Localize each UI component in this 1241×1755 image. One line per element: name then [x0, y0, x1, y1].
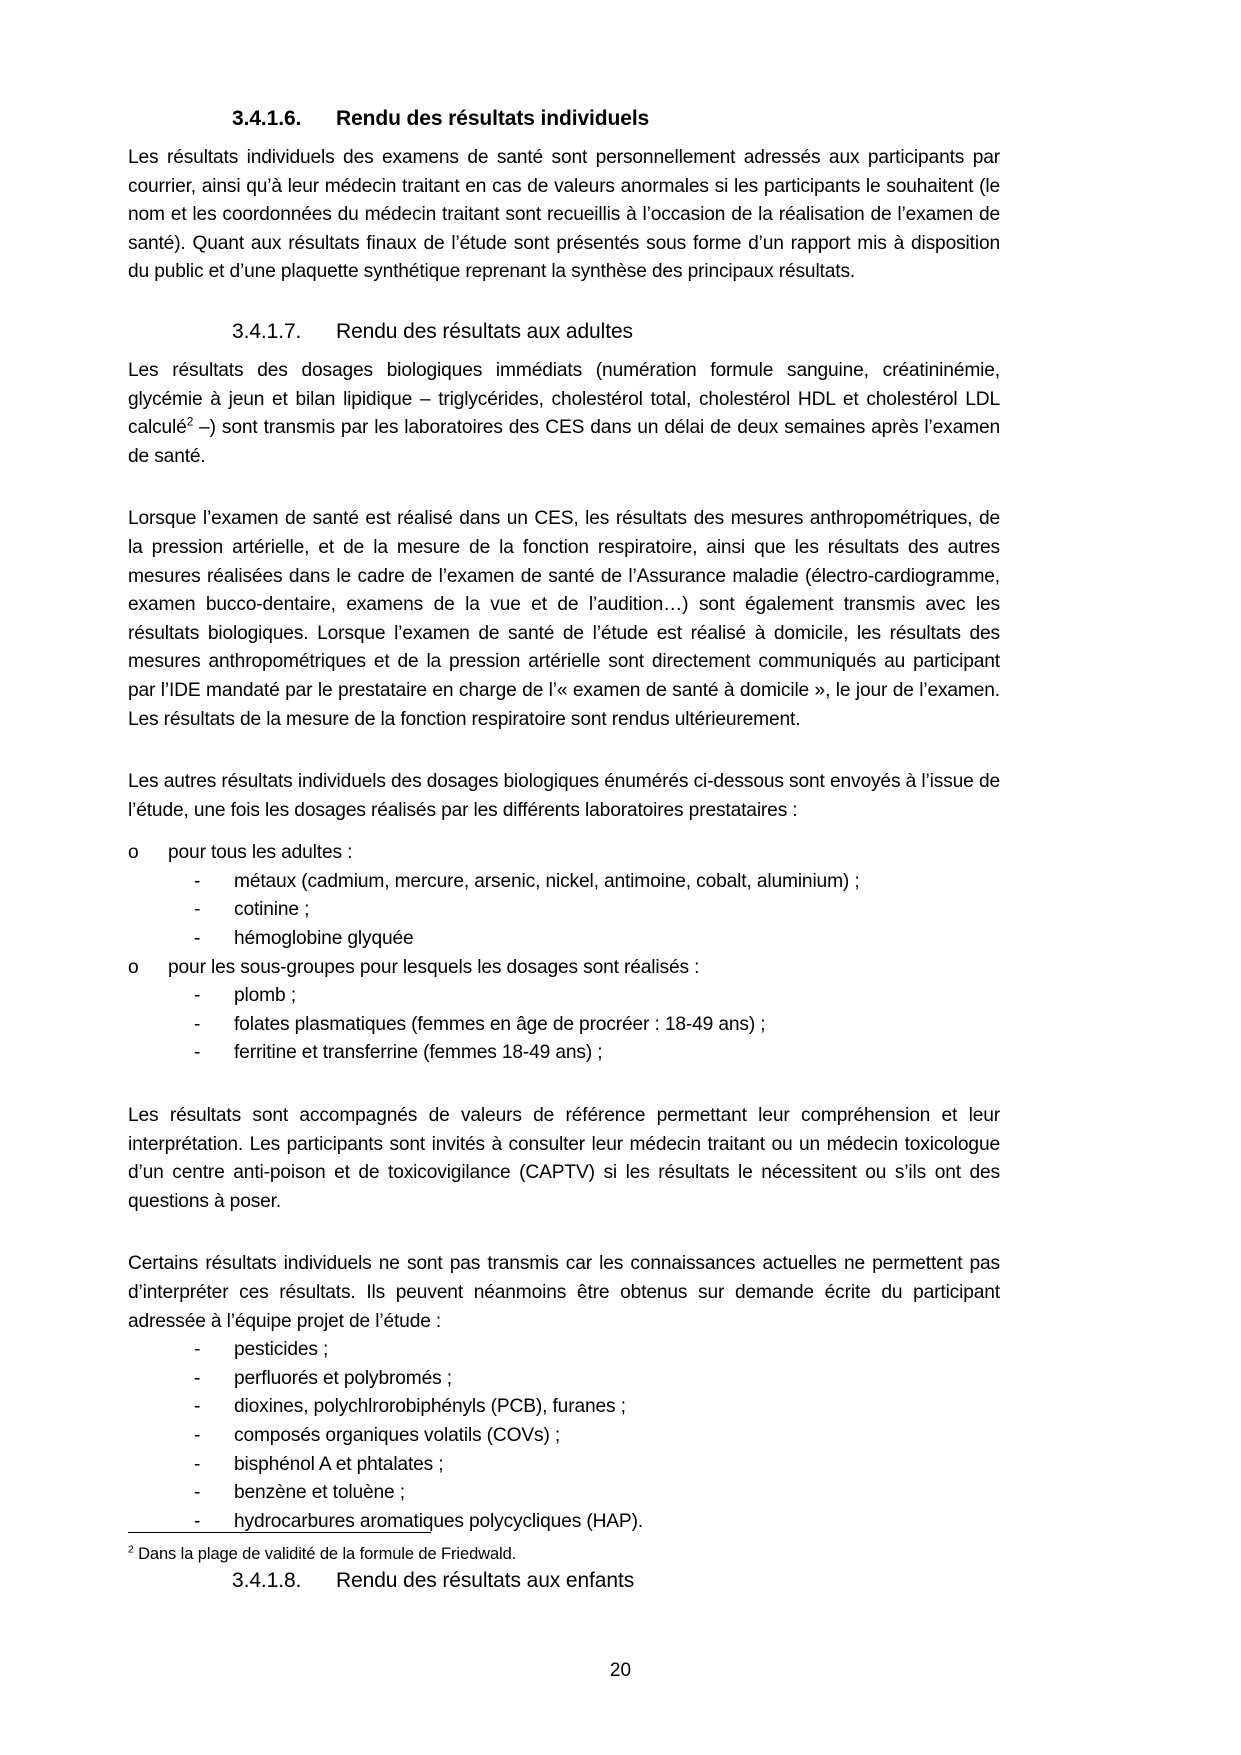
paragraph-6: Certains résultats individuels ne sont pas transmis car les connaissances actuelles ne permettent pas d’interpréter ces résultats. Ils peuvent néanmoins être obtenus sur demande écrite du participant adressée à l’équipe projet de l’étude :: [128, 1253, 1000, 1332]
list-item: [128, 896, 1000, 925]
list-group-2-items: [128, 982, 1000, 1068]
spacer: [128, 734, 1000, 768]
footnote-separator-rule: [128, 1532, 431, 1533]
list-item: [128, 925, 1000, 954]
spacer: [128, 1068, 1000, 1102]
section-number: 3.4.1.6.: [232, 107, 302, 130]
list-item-label: métaux (cadmium, mercure, arsenic, nickel, antimoine, cobalt, aluminium) ;: [234, 870, 860, 892]
list-item-label: pour tous les adultes :: [168, 842, 353, 864]
list-marker-dash: -: [194, 870, 201, 892]
list-marker-dash: -: [194, 1396, 201, 1418]
footnote-marker: 2: [128, 1544, 134, 1556]
section-title: Rendu des résultats aux enfants: [336, 1569, 635, 1593]
list-marker-circle: o: [128, 842, 139, 864]
section-title: Rendu des résultats individuels: [336, 107, 650, 130]
list-marker-dash: -: [194, 899, 201, 921]
list-item-label: dioxines, polychlrorobiphényls (PCB), furanes ;: [234, 1396, 626, 1418]
section-heading-3-4-1-7: [128, 317, 1000, 347]
paragraph-4: Les autres résultats individuels des dosages biologiques énumérés ci-dessous sont envoyés à l’issue de l’étude, une fois les dosages réalisés par les différents laboratoires prestataires :: [128, 771, 1000, 821]
list-item-label: pesticides ;: [234, 1339, 329, 1361]
list-item: [128, 1336, 1000, 1365]
footnote-area: [128, 1532, 1000, 1565]
list-item: [128, 839, 1000, 868]
list-item-label: hémoglobine glyquée: [234, 928, 414, 950]
paragraph-3: Lorsque l’examen de santé est réalisé dans un CES, les résultats des mesures anthropométriques, de la pression artérielle, et de la mesure de la fonction respiratoire, ainsi que les résultats des autres mesures réalisées dans le cadre de l’examen de santé de l’Assurance maladie (électro-cardiogramme, examen bucco-dentaire, examens de la vue et de l’audition…) sont également transmis avec les résultats biologiques. Lorsque l’examen de santé de l’étude est réalisé à domicile, les résultats des mesures anthropométriques et de la pression artérielle sont directement communiqués au participant par l’IDE mandaté par le prestataire en charge de l’« examen de santé à domicile », le jour de l’examen. Les résultats de la mesure de la fonction respiratoire sont rendus ultérieurement.: [128, 508, 1000, 730]
list-item: [128, 1479, 1000, 1508]
list-item-label: benzène et toluène ;: [234, 1482, 405, 1504]
list-item: [128, 954, 1000, 983]
footnote-reference-2[interactable]: 2: [186, 414, 194, 429]
list-item-label: pour les sous-groupes pour lesquels les dosages sont réalisés :: [168, 956, 700, 978]
list-item: [128, 1039, 1000, 1068]
list-item-label: perfluorés et polybromés ;: [234, 1367, 452, 1389]
list-marker-dash: -: [194, 1482, 201, 1504]
list-marker-dash: -: [194, 1339, 201, 1361]
list-marker-dash: -: [194, 1453, 201, 1475]
list-item: [128, 1451, 1000, 1480]
list-group-1: [128, 839, 1000, 868]
list-item-label: bisphénol A et phtalates ;: [234, 1453, 444, 1475]
list-marker-dash: -: [194, 1042, 201, 1064]
footnote-entry: [128, 1543, 1000, 1565]
paragraph-2: [128, 357, 1000, 471]
section-number: 3.4.1.7.: [232, 319, 302, 343]
section-number: 3.4.1.8.: [232, 1569, 302, 1593]
paragraph-2-text-before-footnote: Les résultats des dosages biologiques immédiats (numération formule sanguine, créatininémie, glycémie à jeun et bilan lipidique – triglycérides, cholestérol total, cholestérol HDL et cholestérol LDL calculé: [128, 359, 1000, 439]
spacer: [128, 287, 1000, 317]
list-marker-dash: -: [194, 1424, 201, 1446]
list-item-label: folates plasmatiques (femmes en âge de procréer : 18-49 ans) ;: [234, 1013, 766, 1035]
section-heading-3-4-1-6: [128, 104, 1000, 134]
list-item: [128, 1393, 1000, 1422]
list-item: [128, 868, 1000, 897]
section-title: Rendu des résultats aux adultes: [336, 319, 633, 343]
list-marker-circle: o: [128, 956, 139, 978]
list-marker-dash: -: [194, 928, 201, 950]
page-content: [128, 104, 1000, 1606]
list-item-label: composés organiques volatils (COVs) ;: [234, 1424, 561, 1446]
list-marker-dash: -: [194, 985, 201, 1007]
list-item-label: plomb ;: [234, 985, 296, 1007]
spacer: [128, 1216, 1000, 1250]
spacer: [128, 471, 1000, 505]
list-item: [128, 1011, 1000, 1040]
paragraph-2-text-after-footnote: –) sont transmis par les laboratoires des CES dans un délai de deux semaines après l’examen de santé.: [128, 417, 1000, 467]
list-group-3: [128, 1336, 1000, 1536]
list-group-2: [128, 954, 1000, 983]
list-marker-dash: -: [194, 1510, 201, 1532]
page-number: 20: [609, 1660, 632, 1681]
spacer: [128, 825, 1000, 839]
footnote-text: Dans la plage de validité de la formule de Friedwald.: [138, 1545, 517, 1563]
list-marker-dash: -: [194, 1367, 201, 1389]
list-item: [128, 982, 1000, 1011]
list-marker-dash: -: [194, 1013, 201, 1035]
paragraph-5: Les résultats sont accompagnés de valeurs de référence permettant leur compréhension et leur interprétation. Les participants sont invités à consulter leur médecin traitant ou un médecin toxicologue d’un centre anti-poison et de toxicovigilance (CAPTV) si les résultats le nécessitent ou s’ils ont des questions à poser.: [128, 1105, 1000, 1212]
section-heading-3-4-1-8: [128, 1566, 1000, 1596]
list-item-label: cotinine ;: [234, 899, 310, 921]
list-item: [128, 1422, 1000, 1451]
list-item: [128, 1365, 1000, 1394]
list-group-1-items: [128, 868, 1000, 954]
list-item-label: ferritine et transferrine (femmes 18-49 ans) ;: [234, 1042, 603, 1064]
list-item-label: hydrocarbures aromatiques polycycliques (HAP).: [234, 1510, 644, 1532]
paragraph-1: Les résultats individuels des examens de santé sont personnellement adressés aux participants par courrier, ainsi qu’à leur médecin traitant en cas de valeurs anormales si les participants le souhaitent (le nom et les coordonnées du médecin traitant sont recueillis à l’occasion de la réalisation de l’examen de santé). Quant aux résultats finaux de l’étude sont présentés sous forme d’un rapport mis à disposition du public et d’une plaquette synthétique reprenant la synthèse des principaux résultats.: [128, 147, 1000, 283]
